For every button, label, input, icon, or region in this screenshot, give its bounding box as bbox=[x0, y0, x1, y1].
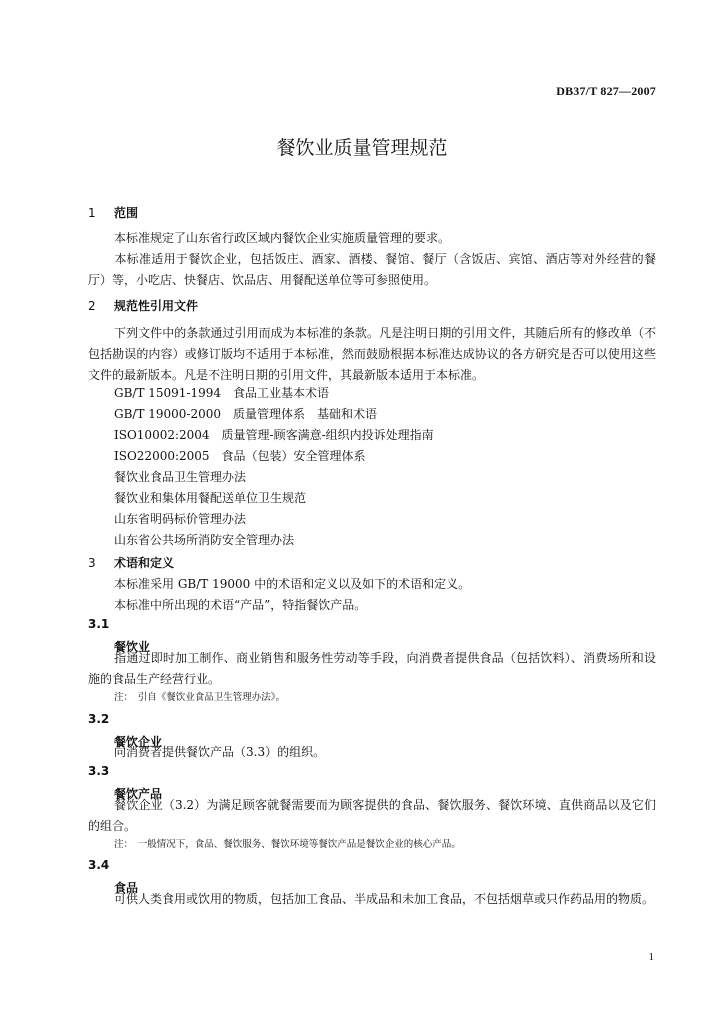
term-name: 餐饮产品 bbox=[114, 787, 163, 801]
section-3-heading bbox=[88, 554, 174, 571]
term-name: 餐饮业 bbox=[114, 640, 151, 654]
paragraph-text: 本标准采用 GB/T 19000 中的术语和定义以及如下的术语和定义。 bbox=[114, 577, 471, 591]
term-definition bbox=[88, 795, 656, 837]
term-definition bbox=[88, 648, 656, 690]
section-title: 规范性引用文件 bbox=[114, 299, 199, 313]
note: 注： 引自《餐饮业食品卫生管理办法》。 bbox=[114, 692, 286, 703]
paragraph bbox=[88, 574, 656, 595]
paragraph bbox=[88, 323, 656, 386]
section-number: 1 bbox=[88, 206, 96, 220]
section-1-heading bbox=[88, 204, 138, 221]
reference-item: 餐饮业和集体用餐配送单位卫生规范 bbox=[114, 491, 307, 505]
term-number: 3.4 bbox=[88, 858, 110, 872]
standard-code: DB37/T 827—2007 bbox=[556, 84, 656, 98]
paragraph bbox=[88, 595, 656, 616]
section-title: 范围 bbox=[114, 206, 139, 220]
reference-item: ISO22000:2005 食品（包装）安全管理体系 bbox=[114, 449, 366, 463]
reference-item: GB/T 19000-2000 质量管理体系 基础和术语 bbox=[114, 407, 378, 421]
term-definition bbox=[88, 742, 656, 763]
definition-text: 可供人类食用或饮用的物质，包括加工食品、半成品和未加工食品，不包括烟草或只作药品用的物质。 bbox=[114, 892, 655, 906]
paragraph bbox=[88, 249, 656, 291]
paragraph bbox=[88, 228, 656, 249]
term-name: 食品 bbox=[114, 881, 139, 895]
paragraph-text: 下列文件中的条款通过引用而成为本标准的条款。凡是注明日期的引用文件，其随后所有的修改单（不包括勘误的内容）或修订版均不适用于本标准，然而鼓励根据本标准达成协议的各方研究是否可以使用这些文件的最新版本。凡是不注明日期的引用文件，其最新版本适用于本标准。 bbox=[88, 326, 656, 382]
section-2-heading bbox=[88, 297, 198, 314]
reference-item: 山东省公共场所消防安全管理办法 bbox=[114, 533, 295, 547]
section-title: 术语和定义 bbox=[114, 556, 175, 570]
reference-item: 山东省明码标价管理办法 bbox=[114, 512, 247, 526]
note: 注： 一般情况下，食品、餐饮服务、餐饮环境等餐饮产品是餐饮企业的核心产品。 bbox=[114, 839, 461, 850]
term-number: 3.1 bbox=[88, 617, 110, 631]
definition-text: 指通过即时加工制作、商业销售和服务性劳动等手段，向消费者提供食品（包括饮料）、消费场所和设施的食品生产经营行业。 bbox=[88, 651, 656, 686]
reference-item: GB/T 15091-1994 食品工业基本术语 bbox=[114, 386, 330, 400]
term-name: 餐饮企业 bbox=[114, 735, 163, 749]
definition-text: 餐饮企业（3.2）为满足顾客就餐需要而为顾客提供的食品、餐饮服务、餐饮环境、直供商品以及它们的组合。 bbox=[88, 798, 656, 833]
paragraph-text: 本标准规定了山东省行政区域内餐饮企业实施质量管理的要求。 bbox=[114, 231, 451, 245]
term-definition bbox=[88, 889, 656, 910]
paragraph-text: 本标准中所出现的术语“产品”，特指餐饮产品。 bbox=[114, 598, 367, 612]
section-number: 3 bbox=[88, 556, 96, 570]
section-number: 2 bbox=[88, 299, 96, 313]
document-title: 餐饮业质量管理规范 bbox=[276, 137, 448, 159]
term-number: 3.3 bbox=[88, 764, 110, 778]
definition-text: 向消费者提供餐饮产品（3.3）的组织。 bbox=[114, 745, 326, 759]
page-number: 1 bbox=[648, 951, 654, 963]
reference-item: 餐饮业食品卫生管理办法 bbox=[114, 470, 247, 484]
paragraph-text: 本标准适用于餐饮企业，包括饭庄、酒家、酒楼、餐馆、餐厅（含饭店、宾馆、酒店等对外经营的餐厅）等，小吃店、快餐店、饮品店、用餐配送单位等可参照使用。 bbox=[88, 252, 656, 287]
term-number: 3.2 bbox=[88, 712, 110, 726]
reference-item: ISO10002:2004 质量管理-顾客满意-组织内投诉处理指南 bbox=[114, 428, 434, 442]
